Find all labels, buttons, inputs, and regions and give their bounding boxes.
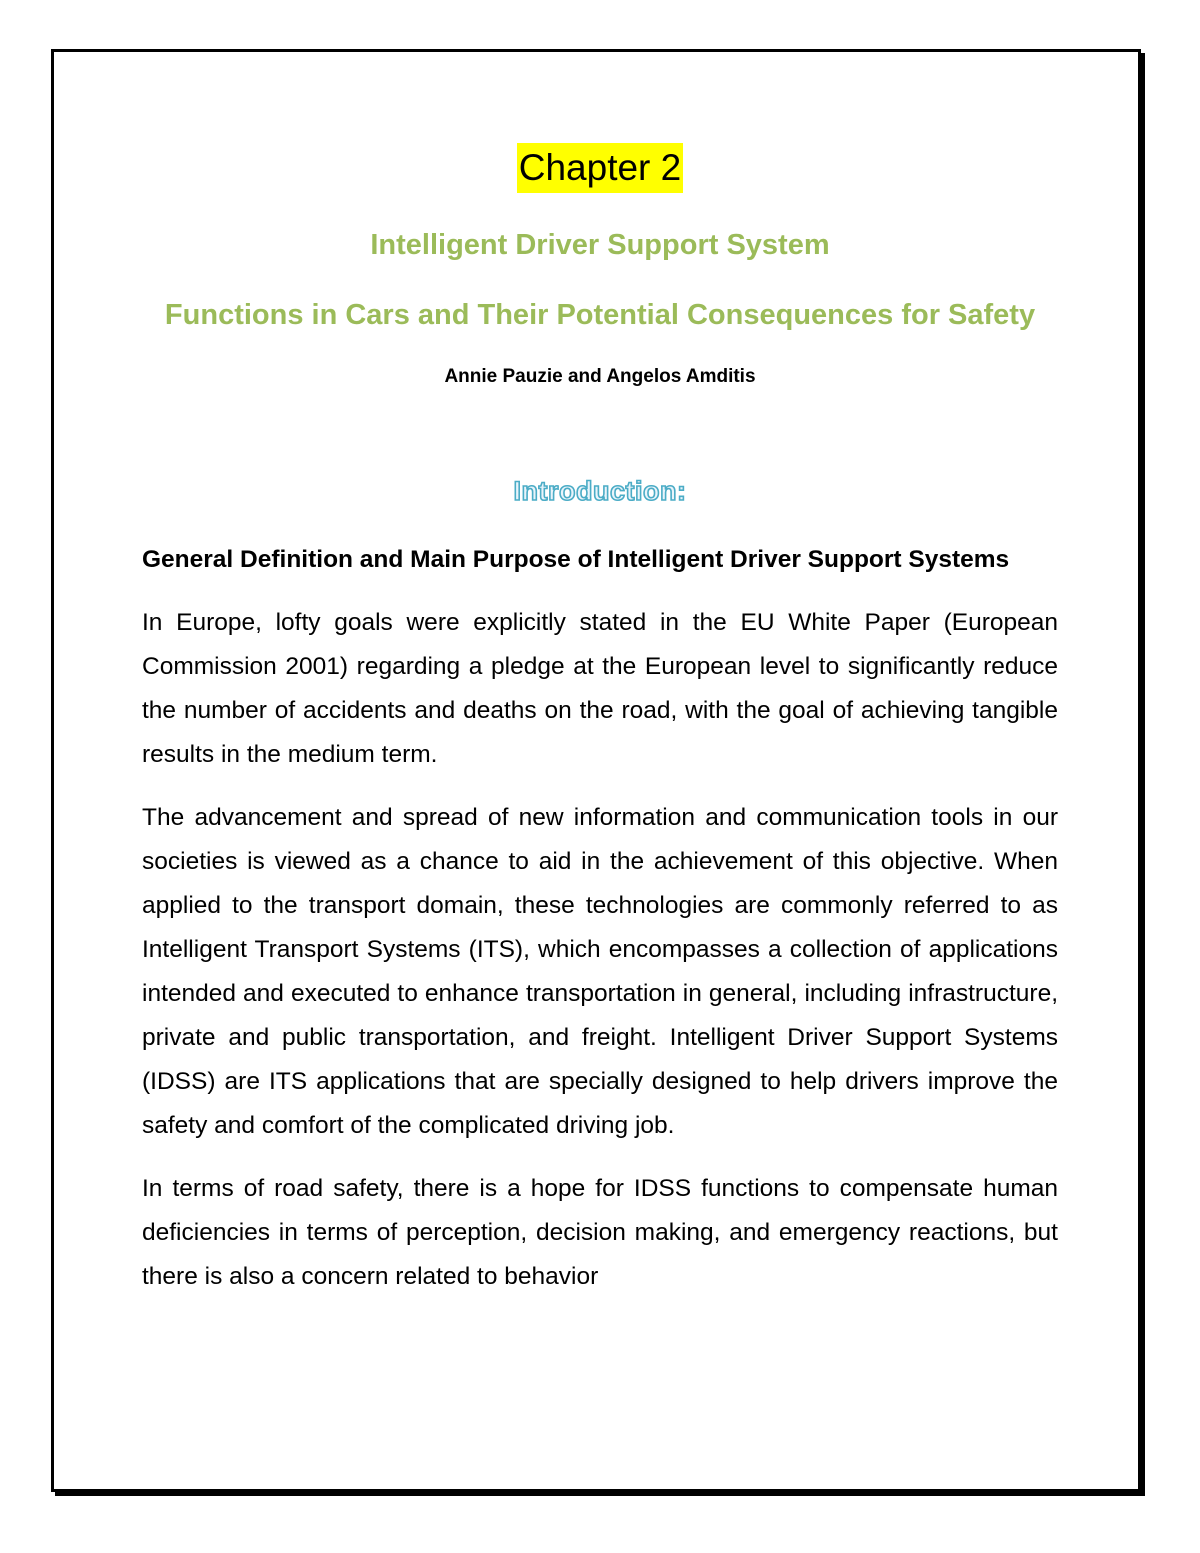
introduction-heading: Introduction: bbox=[513, 476, 687, 506]
paragraph: In Europe, lofty goals were explicitly stated in the EU White Paper (European Commission 2001) regarding a pledge at the European level to significantly reduce the number of accidents and deaths on the road, with the goal of achieving tangible results in the medium term. bbox=[142, 609, 1058, 768]
paragraph: In terms of road safety, there is a hope for IDSS functions to compensate human deficiencies in terms of perception, decision making, and emergency reactions, but there is also a concern related to behavior bbox=[142, 1175, 1058, 1290]
subtitle-line-2: Functions in Cars and Their Potential Consequences for Safety bbox=[164, 299, 1036, 331]
chapter-title: Chapter 2 bbox=[517, 143, 684, 193]
section-heading: General Definition and Main Purpose of Intelligent Driver Support Systems bbox=[142, 546, 1010, 573]
body-content bbox=[142, 538, 1058, 1318]
chapter-title-container bbox=[0, 143, 1200, 193]
subtitle-line-1: Intelligent Driver Support System bbox=[370, 229, 830, 261]
paragraph: The advancement and spread of new information and communication tools in our societies is viewed as a chance to aid in the achievement of this objective. When applied to the transport domain, these technologies are commonly referred to as Intelligent Transport Systems (ITS), which encompasses a collection of applications intended and executed to enhance transportation in general, including infrastructure, private and public transportation, and freight. Intelligent Driver Support Systems (IDSS) are ITS applications that are specially designed to help drivers improve the safety and comfort of the complicated driving job. bbox=[142, 804, 1058, 1139]
authors: Annie Pauzie and Angelos Amditis bbox=[444, 366, 756, 387]
